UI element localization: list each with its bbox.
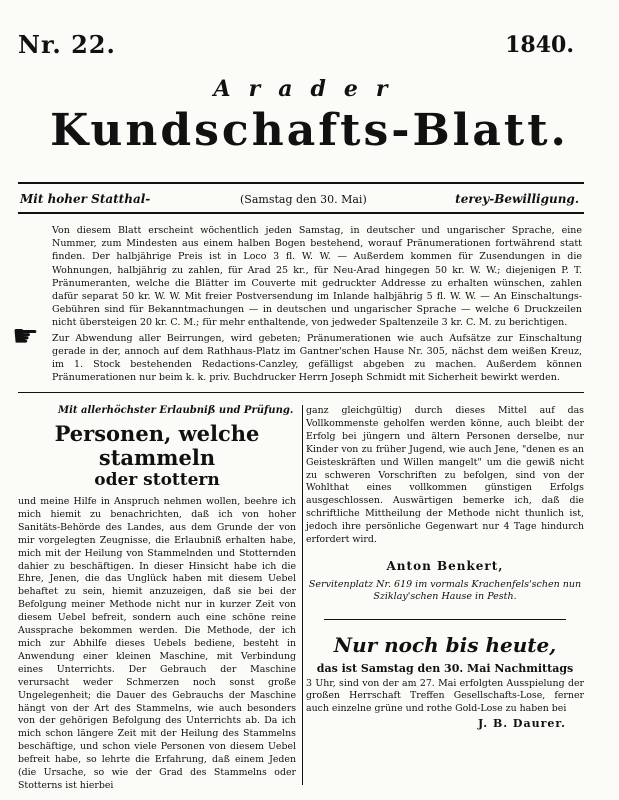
- masthead-rule-top: [18, 182, 584, 184]
- issue-number: Nr. 22.: [18, 30, 116, 59]
- advertiser-signature: Anton Benkert,: [386, 558, 504, 573]
- ad-body-right: [306, 405, 584, 547]
- masthead-rule-bottom: [18, 212, 584, 214]
- left-column: [18, 405, 296, 793]
- ad-headline: Personen, welche stammeln: [54, 421, 260, 470]
- issue-year: 1840.: [505, 32, 574, 58]
- issue-date: (Samstag den 30. Mai): [240, 193, 367, 206]
- column-divider: [302, 405, 303, 785]
- ad-body-left: [18, 496, 296, 793]
- masthead-title: Kundschafts-Blatt.: [50, 105, 569, 156]
- section-rule: [18, 392, 584, 393]
- pointing-hand-icon: ☛: [12, 319, 39, 354]
- permit-left: Mit hoher Statthal-: [20, 192, 151, 206]
- lottery-ad-title: Nur noch bis heute,: [333, 632, 557, 657]
- lottery-ad-signature: J. B. Daurer.: [477, 717, 566, 731]
- subscription-text: Von diesem Blatt erscheint wöchentlich jeden Samstag, in deutscher und ungarischer Sprache, eine Nummer, zum Mindesten aus einem halben Bogen bestehend, worauf Pränumerationen fortwährend statt finden. Der halbjährige Preis ist in Loco 3 fl. W. W. — Außerdem kommen für Zusendungen in die Wohnungen, halbjährig zu zahlen, für Arad 25 kr., für Neu-Arad hingegen 50 kr. W. W.; diejenigen P. T. Pränumeranten, welche die Blätter im Couverte mit gedruckter Addresse zu erhalten wünschen, zahlen dafür separat 50 kr. W. W. Mit freier Postversendung im Inlande halbjährig 5 fl. W. W. — An Einschaltungs-Gebühren sind für Bekanntmachungen — in deutschen und ungarischer Sprache — welche 6 Druckzeilen nicht übersteigen 20 kr. C. M.; für mehr enthaltende, von jedweder Spaltenzeile 3 kr. C. M. zu berichtigen.: [52, 225, 582, 329]
- permit-right: terey-Bewilligung.: [455, 192, 579, 206]
- right-column: [306, 405, 584, 730]
- ad-body-left-text: und meine Hilfe in Anspruch nehmen wollen, beehre ich mich hiemit zu benachrichten, daß ich von hoher Sanitäts-Behörde des Landes, aus dem Grunde der von mir vorgelegten Zeugnisse, die Erlaubniß erhalten habe, mich mit der Heilung von Stammelnden und Stotternden dahier zu beschäftigen. In dieser Hinsicht habe ich die Ehre, Jenen, die das Unglück haben mit diesem Uebel behaftet zu sein, hiemit anzuzeigen, daß sie bei der Befolgung meiner Methode nicht nur in kurzer Zeit von diesem Uebel befreit, sondern auch eine schöne reine Aussprache bekommen werden. Die Methode, der ich mich zur Abhilfe dieses Uebels bediene, besteht in Anwendung einer kleinen Maschine, mit Verbindung eines Unterrichts. Der Gebrauch der Maschine verursacht weder Schmerzen noch sonst große Ungelegenheit; die Dauer des Gebrauchs der Maschine hängt von der Art des Stammelns, wie auch besonders von der gehörigen Befolgung des Unterrichts ab. Da ich mich schon längere Zeit mit der Heilung des Stammelns beschäftige, und schon viele Personen von diesem Uebel befreit habe, so lehrte die Erfahrung, daß einem Jeden (die Ursache, so wie der Grad des Stammelns oder Stotterns ist hierbei: [18, 496, 296, 791]
- masthead-subtitle: Arader: [213, 76, 406, 102]
- office-notice-text: Zur Abwendung aller Beirrungen, wird gebeten; Pränumerationen wie auch Aufsätze zur Einschaltung gerade in der, annoch auf dem Rathhaus-Platz im Gantner'schen Hause Nr. 305, nächst dem weißen Kreuz, im 1. Stock bestehenden Redactions-Canzley, gefälligst abgeben zu machen. Außerdem können Pränumerationen nur beim k. k. priv. Buchdrucker Herrn Joseph Schmidt mit Sicherheit bewirkt werden.: [52, 332, 582, 384]
- subscription-notice: [52, 224, 582, 384]
- lottery-ad-date: das ist Samstag den 30. Mai Nachmittags: [316, 661, 574, 675]
- lottery-ad-body: 3 Uhr, sind von der am 27. Mai erfolgten Ausspielung der großen Herrschaft Treffen Gesellschafts-Lose, ferner auch einzelne grüne und rothe Gold-Lose zu haben bei: [306, 677, 584, 714]
- advertiser-address: Servitenplatz Nr. 619 im vormals Krachenfels'schen nun Sziklay'schen Hause in Pesth.: [308, 578, 582, 602]
- ad-subheadline: oder stottern: [94, 470, 220, 490]
- ad-body-right-text: ganz gleichgültig) durch dieses Mittel auf das Vollkommenste geholfen werden könne, auch bleibt der Erfolg bei jüngern und ältern Personen derselbe, nur Kinder von zu früher Jugend, wie auch Jene, "denen es an Geisteskräften und Willen mangelt" um die gewiß nicht zu schweren Vorschriften zu befolgen, sind von der Wohlthat eines vollkommen günstigen Erfolgs ausgeschlossen. Auswärtigen bemerke ich, daß die schriftliche Mittheilung der Methode nicht thunlich ist, jedoch ihre persönliche Gegenwart nur 4 Tage hindurch erfordert wird.: [306, 405, 584, 546]
- ad-divider: [324, 619, 566, 620]
- privilege-note: Mit allerhöchster Erlaubniß und Prüfung.: [58, 405, 294, 416]
